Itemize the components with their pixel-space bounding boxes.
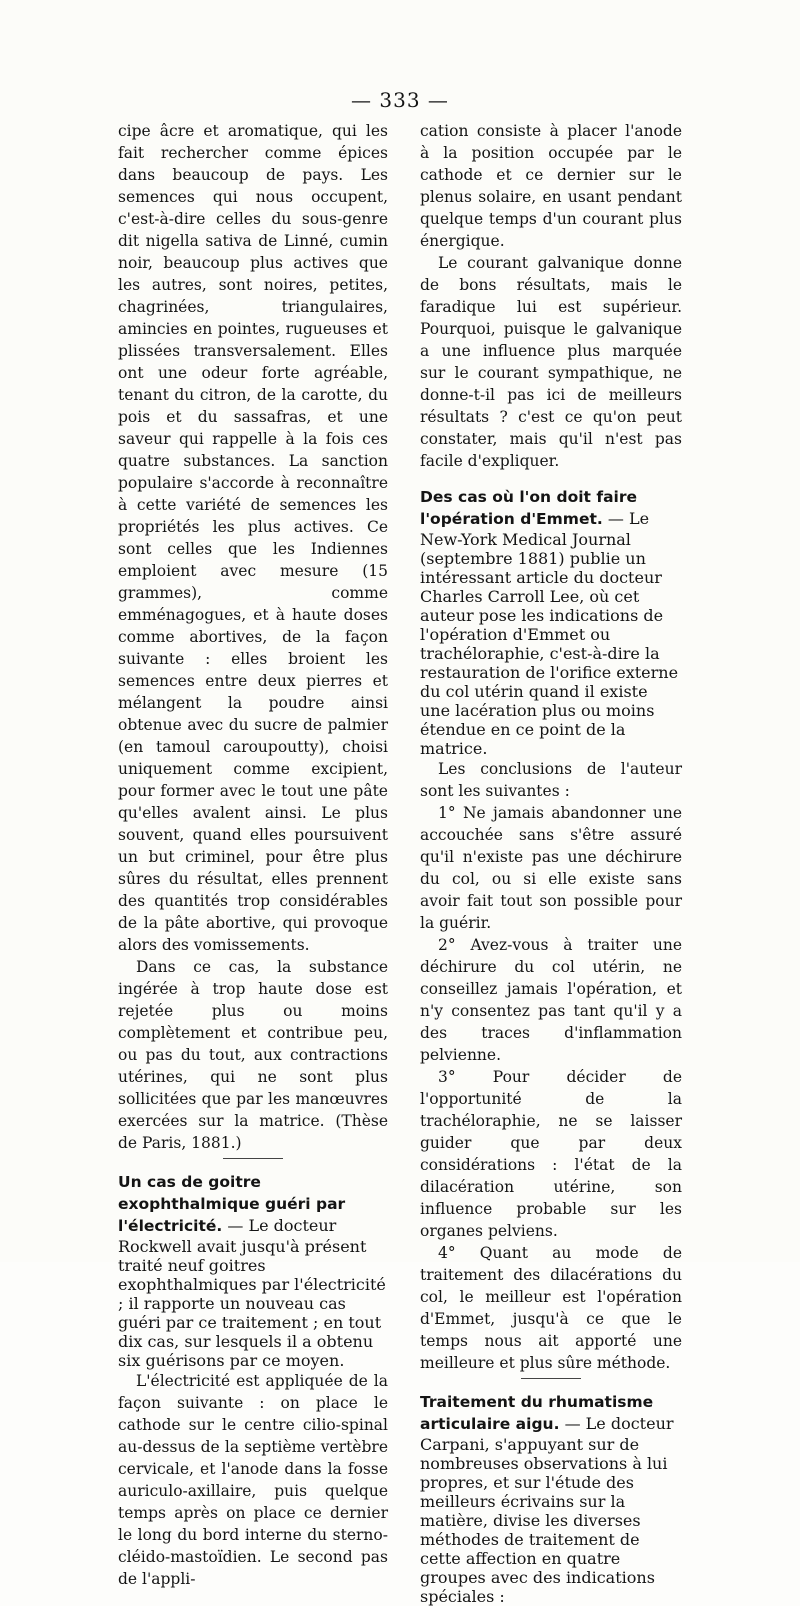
section-goitre bbox=[118, 1171, 388, 1590]
heading-goitre: Un cas de goitre exophthalmique guéri par l'électricité. bbox=[118, 1173, 346, 1235]
conclusion-3: 3° Pour décider de l'opportunité de la trachéloraphie, ne se laisser guider que par deux considérations : l'état de la dilacération utérine, son influence probable sur les organes pelviens. bbox=[420, 1068, 682, 1240]
paragraph-cation: cation consiste à placer l'anode à la position occupée par le cathode et ce dernier sur le plenus solaire, en usant pendant quelque temps d'un courant plus énergique. bbox=[420, 122, 682, 250]
paragraph-conclusions: Les conclusions de l'auteur sont les suivantes : bbox=[420, 760, 682, 800]
right-column bbox=[420, 120, 682, 1606]
section-emmet bbox=[420, 486, 682, 1374]
conclusion-4: 4° Quant au mode de traitement des dilacérations du col, le meilleur est l'opération d'Emmet, jusqu'à ce que le temps nous ait apporté une meilleure et plus sûre méthode. bbox=[420, 1244, 682, 1372]
section-rule bbox=[223, 1158, 283, 1159]
heading-emmet: Des cas où l'on doit faire l'opération d'Emmet. bbox=[420, 488, 638, 528]
paragraph-carpani: — Le docteur Carpani, s'appuyant sur de nombreuses observations à lui propres, et sur l'étude des meilleurs écrivains sur la matière, divise les diverses méthodes de traitement de cette affection en quatre groupes avec des indications spéciales : bbox=[420, 1414, 674, 1606]
heading-rhumatisme: Traitement du rhumatisme articulaire aigu. bbox=[420, 1393, 654, 1433]
conclusion-1: 1° Ne jamais abandonner une accouchée sans s'être assuré qu'il n'existe pas une déchirure du col, ou si elle existe sans avoir fait tout son possible pour la guérir. bbox=[420, 804, 682, 932]
paragraph-ingestion: Dans ce cas, la substance ingérée à trop haute dose est rejetée plus ou moins complètement et contribue peu, ou pas du tout, aux contractions utérines, qui ne sont plus sollicitées que par les manœuvres exercées sur la matrice. (Thèse de Paris, 1881.) bbox=[118, 958, 388, 1152]
conclusion-2: 2° Avez-vous à traiter une déchirure du col utérin, ne conseillez jamais l'opération, et n'y consentez pas tant qu'il y a des traces d'inflammation pelvienne. bbox=[420, 936, 682, 1064]
paragraph-rockwell: — Le docteur Rockwell avait jusqu'à présent traité neuf goitres exophthalmiques par l'électricité ; il rapporte un nouveau cas guéri par ce traitement ; en tout dix cas, sur lesquels il a obtenu six guérisons par ce moyen. bbox=[118, 1216, 386, 1370]
paragraph-galvanique: Le courant galvanique donne de bons résultats, mais le faradique lui est supérieur. Pourquoi, puisque le galvanique a une influence plus marquée sur le courant sympathique, ne donne-t-il pas ici de meilleurs résultats ? c'est ce qu'on peut constater, mais qu'il n'est pas facile d'expliquer. bbox=[420, 254, 682, 470]
section-rhumatisme bbox=[420, 1391, 682, 1606]
paragraph-electricite: L'électricité est appliquée de la façon suivante : on place le cathode sur le centre cilio-spinal au-dessus de la septième vertèbre cervicale, et l'anode dans la fosse auriculo-axillaire, puis quelque temps après on place ce dernier le long du bord interne du sterno-cléido-mastoïdien. Le second pas de l'appli- bbox=[118, 1372, 388, 1588]
paragraph-nigella: cipe âcre et aromatique, qui les fait rechercher comme épices dans beaucoup de pays. Les semences qui nous occupent, c'est-à-dire celles du sous-genre dit nigella sativa de Linné, cumin noir, beaucoup plus actives que les autres, sont noires, petites, chagrinées, triangulaires, amincies en pointes, rugueuses et plissées transversalement. Elles ont une odeur forte agréable, tenant du citron, de la carotte, du pois et du sassafras, et une saveur qui rappelle à la fois ces quatre substances. La sanction populaire s'accorde à reconnaître à cette variété de semences les propriétés les plus actives. Ce sont celles que les Indiennes emploient avec mesure (15 grammes), comme emménagogues, et à haute doses comme abortives, de la façon suivante : elles broient les semences entre deux pierres et mélangent la poudre ainsi obtenue avec du sucre de palmier (en tamoul caroupoutty), choisi uniquement comme excipient, pour former avec le tout une pâte qu'elles avalent ainsi. Le plus souvent, quand elles poursuivent un but criminel, pour être plus sûres du résultat, elles prennent des quantités trop considérables de la pâte abortive, qui provoque alors des vomissements. bbox=[118, 122, 388, 954]
left-column bbox=[118, 120, 388, 1590]
page-number: — 333 — bbox=[351, 88, 449, 112]
paragraph-lee: — Le New-York Medical Journal (septembre 1881) publie un intéressant article du docteur Charles Carroll Lee, où cet auteur pose les indications de l'opération d'Emmet ou trachéloraphie, c'est-à-dire la restauration de l'orifice externe du col utérin quand il existe une lacération plus ou moins étendue en ce point de la matrice. bbox=[420, 509, 679, 758]
section-rule bbox=[521, 1378, 581, 1379]
